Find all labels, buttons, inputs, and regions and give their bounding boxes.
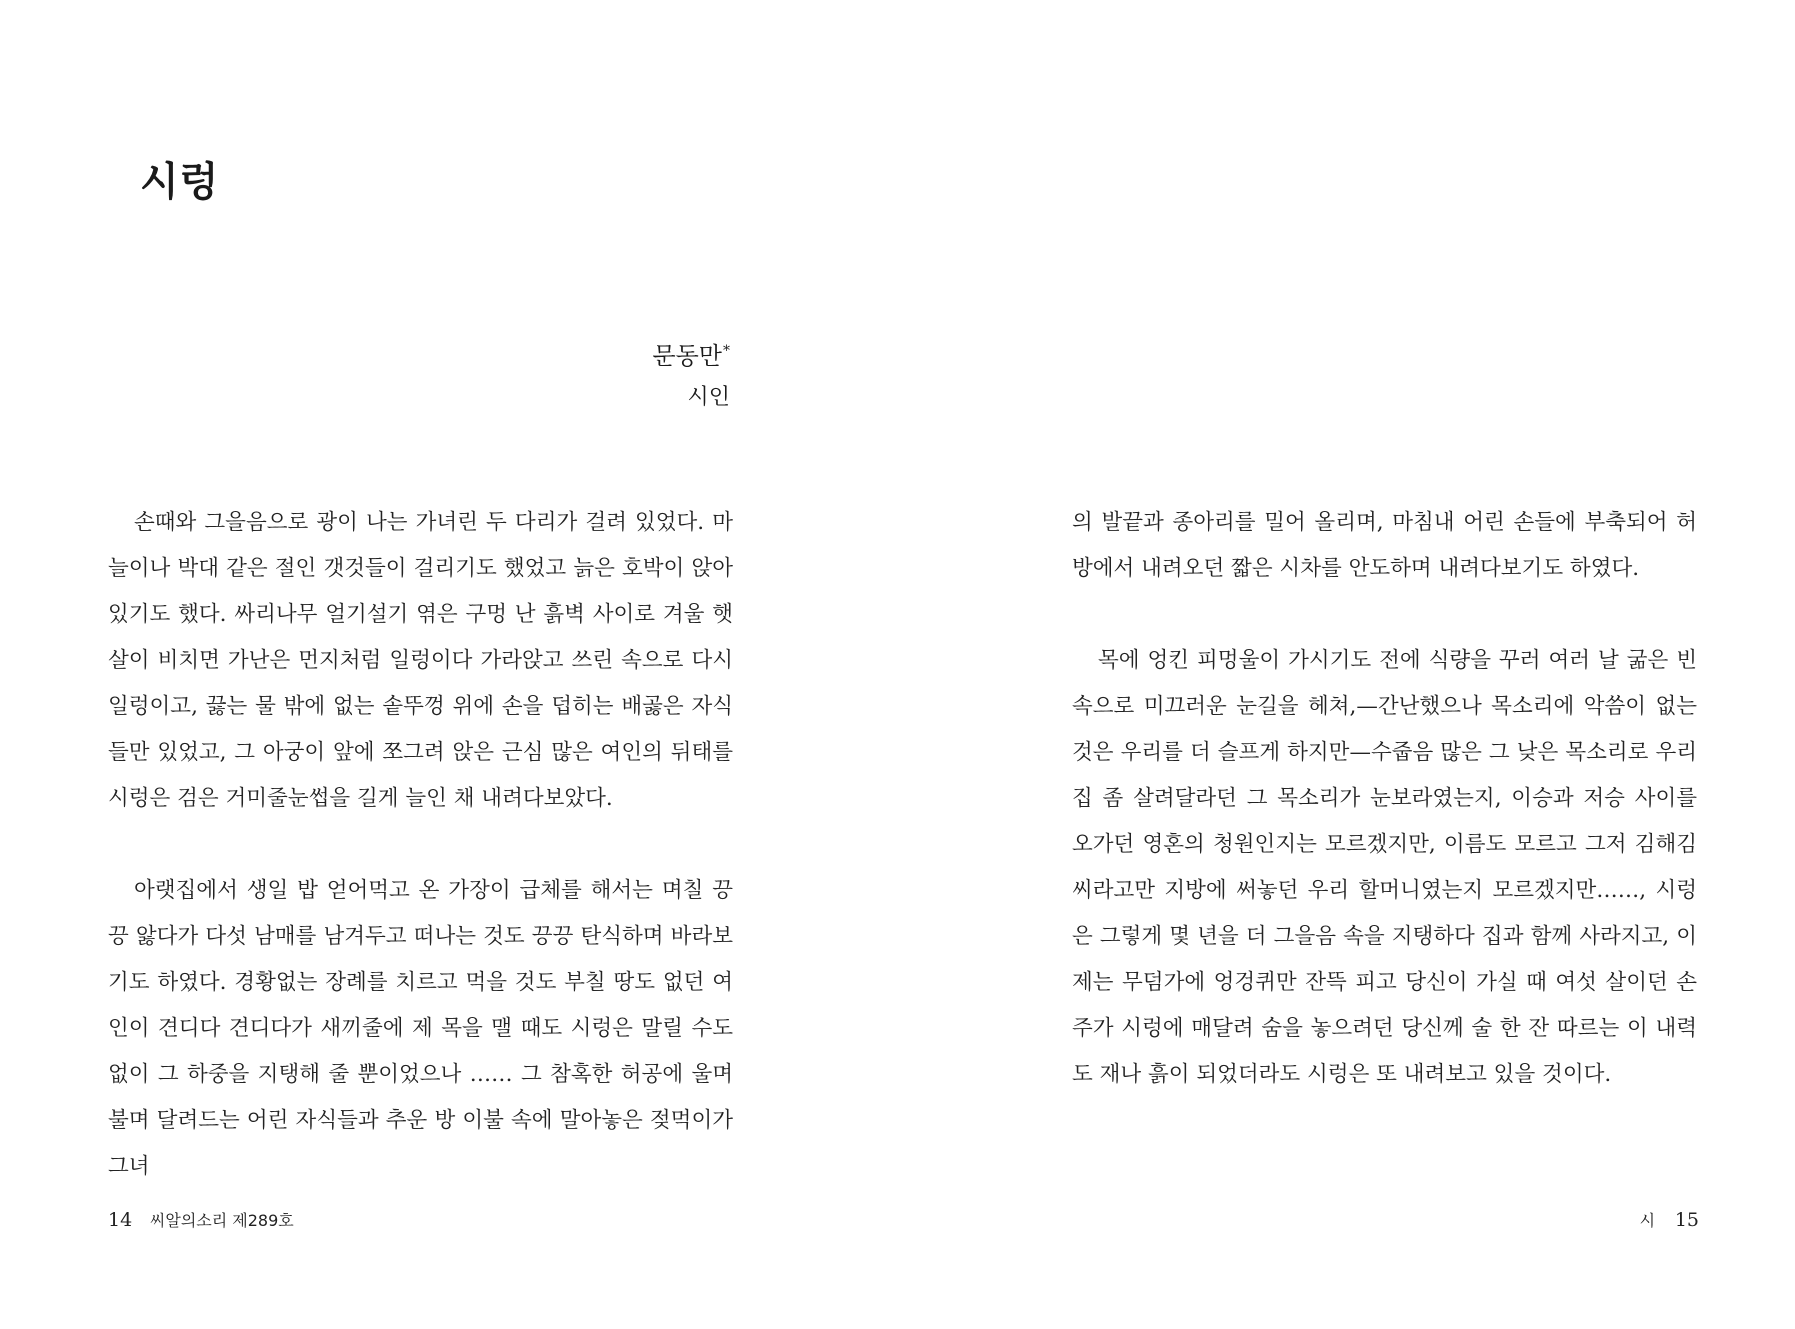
body-paragraph-continued: 의 발끝과 종아리를 밀어 올리며, 마침내 어린 손들에 부축되어 허방에서 내려오던 짧은 시차를 안도하며 내려다보기도 하였다. xyxy=(1072,510,1697,581)
paragraph-spacer xyxy=(1072,592,1697,638)
body-paragraph: 목에 엉킨 피멍울이 가시기도 전에 식량을 꾸러 여러 날 굶은 빈속으로 미끄러운 눈길을 헤쳐,—간난했으나 목소리에 악씀이 없는 것은 우리를 더 슬프게 하지만—수줍음 많은 그 낮은 목소리로 우리 집 좀 살려달라던 그 목소리가 눈보라였는지, 이승과 저승 사이를 오가던 영혼의 청원인지는 모르겠지만, 이름도 모르고 그저 김해김씨라고만 지방에 써놓던 우리 할머니였는지 모르겠지만……, 시렁은 그렇게 몇 년을 더 그을음 속을 지탱하다 집과 함께 사라지고, 이제는 무덤가에 엉겅퀴만 잔뜩 피고 당신이 가실 때 여섯 살이던 손주가 시렁에 매달려 숨을 놓으려던 당신께 술 한 잔 따르는 이 내력도 재나 흙이 되었더라도 시렁은 또 내려보고 있을 것이다. xyxy=(1072,648,1697,1087)
paragraph-spacer xyxy=(108,822,733,868)
author-footnote-mark: * xyxy=(723,343,730,359)
author-name xyxy=(652,333,730,374)
article-title: 시렁 xyxy=(140,158,220,205)
left-page-body xyxy=(108,500,733,1190)
section-name: 시 xyxy=(1639,1211,1656,1230)
left-page-footer xyxy=(108,1208,294,1231)
journal-issue: 씨알의소리 제289호 xyxy=(149,1211,294,1230)
body-paragraph: 아랫집에서 생일 밥 얻어먹고 온 가장이 급체를 해서는 며칠 끙끙 앓다가 다섯 남매를 남겨두고 떠나는 것도 끙끙 탄식하며 바라보기도 하였다. 경황없는 장례를 치르고 먹을 것도 부칠 땅도 없던 여인이 견디다 견디다가 새끼줄에 제 목을 맬 때도 시렁은 말릴 수도 없이 그 하중을 지탱해 줄 뿐이었으나 …… 그 참혹한 허공에 울며불며 달려드는 어린 자식들과 추운 방 이불 속에 말아놓은 젖먹이가 그녀 xyxy=(108,878,733,1179)
right-page-footer xyxy=(1640,1208,1699,1231)
author-name-text: 문동만 xyxy=(652,342,722,370)
author-block xyxy=(652,333,730,416)
right-page-number: 15 xyxy=(1674,1209,1699,1231)
right-page-body xyxy=(1072,500,1697,1098)
author-role: 시인 xyxy=(687,385,730,410)
left-page-number: 14 xyxy=(108,1209,133,1231)
body-paragraph: 손때와 그을음으로 광이 나는 가녀린 두 다리가 걸려 있었다. 마늘이나 박대 같은 절인 갯것들이 걸리기도 했었고 늙은 호박이 앉아 있기도 했다. 싸리나무 얼기설기 엮은 구멍 난 흙벽 사이로 겨울 햇살이 비치면 가난은 먼지처럼 일렁이다 가라앉고 쓰린 속으로 다시 일렁이고, 끓는 물 밖에 없는 솥뚜껑 위에 손을 덥히는 배곯은 자식들만 있었고, 그 아궁이 앞에 쪼그려 앉은 근심 많은 여인의 뒤태를 시렁은 검은 거미줄눈썹을 길게 늘인 채 내려다보았다. xyxy=(108,510,733,811)
